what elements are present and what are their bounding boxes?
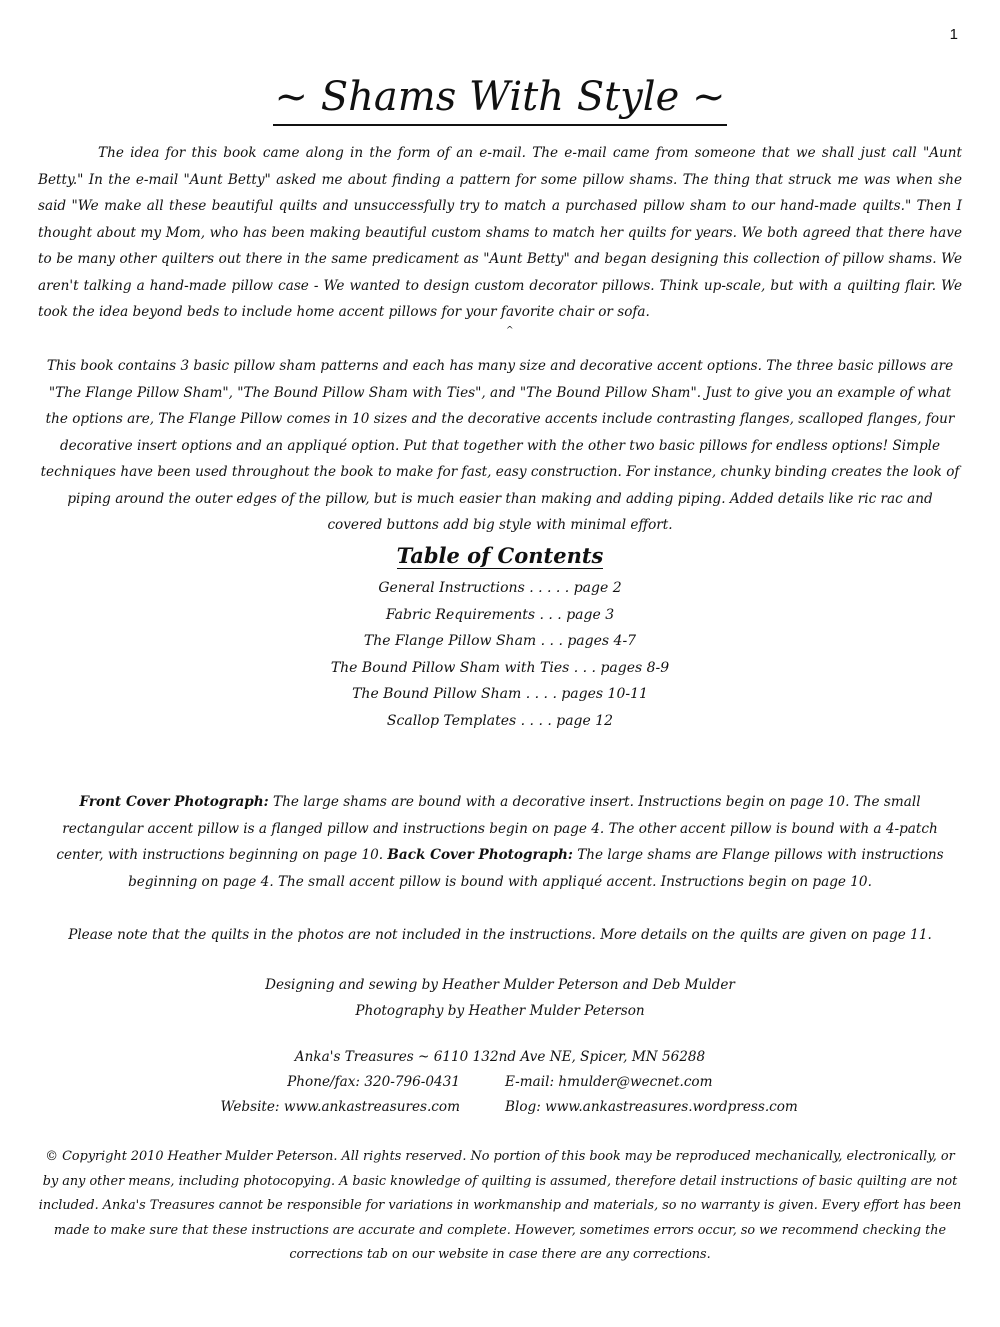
contact-info <box>0 1045 1000 1120</box>
toc-item: The Bound Pillow Sham with Ties . . . pages 8-9 <box>330 659 670 676</box>
toc-item: The Bound Pillow Sham . . . . pages 10-11 <box>352 686 648 702</box>
front-cover-text: The large shams are bound with a decorative insert. Instructions begin on page 10. The small rectangular accent pillow is a flanged pillow and instructions begin on page 4. The other accent pillow is bound with a 4-patch center, with instructions beginning on page 10. <box>56 794 938 863</box>
credits <box>0 972 1000 1024</box>
stray-mark: ^ <box>506 326 514 336</box>
contact-row-phone-email <box>0 1070 1000 1095</box>
photo-credit: Photography by Heather Mulder Peterson <box>355 1003 645 1019</box>
toc-item: Fabric Requirements . . . page 3 <box>385 606 615 623</box>
back-cover-text: The large shams are Flange pillows with instructions beginning on page 4. The small accent pillow is bound with appliqué accent. Instructions begin on page 10. <box>128 847 944 890</box>
page-number: 1 <box>949 26 958 43</box>
toc-item: Scallop Templates . . . . page 12 <box>386 712 614 729</box>
toc-heading-wrapper <box>0 541 1000 571</box>
front-cover-label: Front Cover Photograph: <box>79 794 269 810</box>
quilts-note: Please note that the quilts in the photos are not included in the instructions. More details on the quilts are given on page 11. <box>68 927 932 943</box>
back-cover-label: Back Cover Photograph: <box>387 847 573 863</box>
design-credit: Designing and sewing by Heather Mulder Peterson and Deb Mulder <box>265 977 735 993</box>
cover-photographs-paragraph <box>38 789 962 895</box>
toc-item: General Instructions . . . . . page 2 <box>378 580 622 596</box>
address: Anka's Treasures ~ 6110 132nd Ave NE, Spicer, MN 56288 <box>294 1049 706 1065</box>
toc-item: The Flange Pillow Sham . . . pages 4-7 <box>363 633 637 649</box>
website: Website: www.ankastreasures.com <box>220 1099 460 1115</box>
intro-paragraph: The idea for this book came along in the form of an e-mail. The e-mail came from someone that we shall just call "Aunt Betty." In the e-mail "Aunt Betty" asked me about finding a pattern for some pillow shams. The thing that struck me was when she said "We make all these beautiful quilts and unsuccessfully try to match a purchased pillow sham to our hand-made quilts." Then I thought about my Mom, who has been making beautiful custom shams to match her quilts for years. We both agreed that there have to be many other quilters out there in the same predicament as "Aunt Betty" and began designing this collection of pillow shams. We aren't talking a hand-made pillow case - We wanted to design custom decorator pillows. Think up-scale, but with a quilting flair. We took the idea beyond beds to include home accent pillows for your favorite chair or sofa. <box>38 145 962 320</box>
contact-row-web-blog <box>0 1095 1000 1120</box>
page-title-wrapper <box>0 70 1000 126</box>
email: E-mail: hmulder@wecnet.com <box>505 1074 713 1090</box>
page-title: ~ Shams With Style ~ <box>273 70 728 126</box>
copyright-notice: © Copyright 2010 Heather Mulder Peterson. All rights reserved. No portion of this book may be reproduced mechanically, electronically, or by any other means, including photocopying. A basic knowledge of quilting is assumed, therefore detail instructions of basic quilting are not included. Anka's Treasures cannot be responsible for variations in workmanship and materials, so no warranty is given. Every effort has been made to make sure that these instructions are accurate and complete. However, sometimes errors occur, so we recommend checking the corrections tab on our website in case there are any corrections. <box>38 1149 962 1262</box>
contents-paragraph: This book contains 3 basic pillow sham patterns and each has many size and decorative accent options. The three basic pillows are "The Flange Pillow Sham", "The Bound Pillow Sham with Ties", and "The Bound Pillow Sham". Just to give you an example of what the options are, The Flange Pillow comes in 10 sizes and the decorative accents include contrasting flanges, scalloped flanges, four decorative insert options and an appliqué option. Put that together with the other two basic pillows for endless options! Simple techniques have been used throughout the book to make for fast, easy construction. For instance, chunky binding creates the look of piping around the outer edges of the pillow, but is much easier than making and adding piping. Added details like ric rac and covered buttons add big style with minimal effort. <box>40 358 960 533</box>
toc-heading: Table of Contents <box>396 543 604 568</box>
table-of-contents <box>0 575 1000 734</box>
phone-fax: Phone/fax: 320-796-0431 <box>287 1074 460 1090</box>
blog: Blog: www.ankastreasures.wordpress.com <box>505 1099 798 1115</box>
